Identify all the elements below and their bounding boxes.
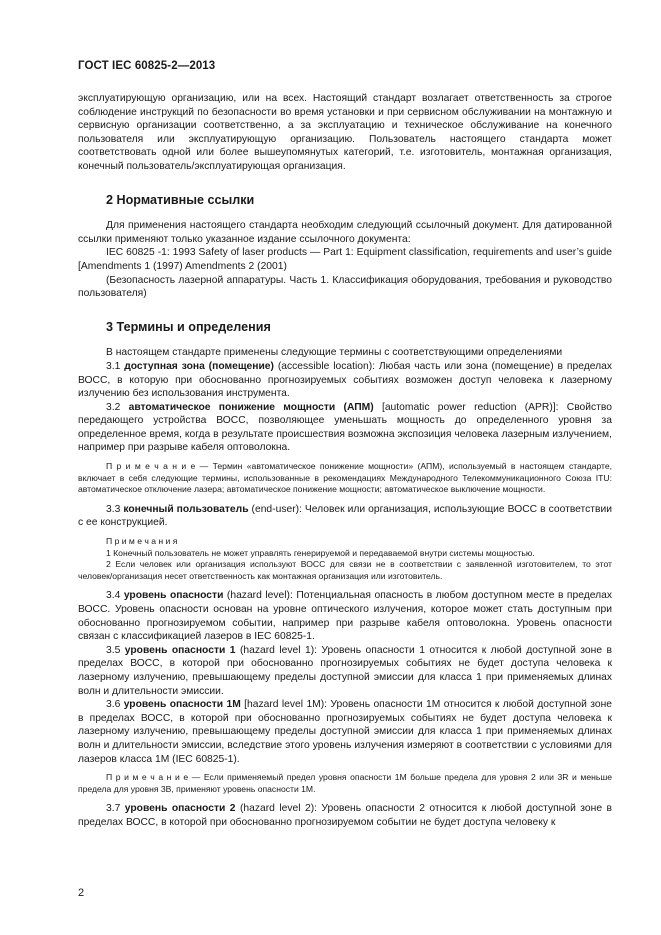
section-2-title: 2 Нормативные ссылки: [106, 192, 255, 207]
term-3-3: [78, 503, 612, 530]
term-definition: (hazard level 2): Уровень опасности 2 относится к любой доступной зоне в пределах ВОСС, в которой при обоснованно прогнозируемом событии не будет доступа человеку к: [78, 803, 612, 828]
note-text: — Если применяемый предел уровня опасности 1М больше предела для уровня 2 или 3R и меньше предела для уровня 3В, применяют уровень опасности 1М.: [78, 772, 613, 794]
note-label: П р и м е ч а н и е: [106, 772, 189, 783]
page-content: [78, 92, 612, 830]
term-3-4: [78, 589, 612, 643]
term-name: доступная зона (помещение): [124, 360, 274, 372]
note-text: — Термин «автоматическое понижение мощности» (АПМ), используемый в настоящем стандарте, включает в себя следующие термины, использованные в рекомендациях Международного Телекоммуникационного Союза ITU: автоматическое отключение лазера; автоматическое понижение мощности; автоматическое выключение мощности.: [78, 461, 613, 495]
section-3-title: 3 Термины и определения: [106, 319, 271, 334]
term-number: 3.2: [106, 401, 129, 413]
page-number: 2: [78, 887, 85, 899]
term-3-1: [78, 360, 612, 401]
notes-3-3-item-1: 1 Конечный пользователь не может управлять генерируемой и передаваемой внутри системы мощностью.: [106, 547, 535, 558]
term-3-7: [78, 802, 612, 829]
term-definition: (accessible location): Любая часть или зона (помещение) в пределах ВОСС, в которую при обоснованно прогнозируемых событиях возможен доступ человека к лазерному излучению без использования инструмента.: [78, 360, 612, 400]
s2-paragraph-1: Для применения настоящего стандарта необходим следующий ссылочный документ. Для датированной ссылки применяют только указанное издание ссылочного документа:: [78, 220, 612, 245]
term-number: 3.7: [106, 803, 125, 815]
term-number: 3.6: [106, 699, 124, 711]
term-name: уровень опасности: [123, 590, 224, 602]
term-name: автоматическое понижение мощности (АПМ): [128, 401, 374, 413]
term-name: уровень опасности 1: [124, 644, 236, 656]
term-definition: (end-user): Человек или организация, использующие ВОСС в соответствии с ее конструкцией.: [78, 503, 612, 529]
term-number: 3.1: [106, 360, 125, 372]
term-number: 3.5: [106, 644, 125, 656]
term-name: уровень опасности 1М: [123, 699, 241, 711]
term-definition: (hazard level): Потенциальная опасность в любом доступном месте в пределах ВОСС. Уровень опасности основан на уровне оптического излучения, которое может стать доступным при обоснованно прогнозируемом событии, например при разрыве кабеля оптоволокна. Уровень опасности связан с классификацией лазеров в IEC 60825-1.: [78, 590, 612, 643]
s2-reference: IEC 60825 -1: 1993 Safety of laser products — Part 1: Equipment classification, requirements and user’s guide [Amendments 1 (1997) Amendments 2 (2001): [78, 247, 612, 272]
notes-3-3-item-2: 2 Если человек или организация используют ВОСС для связи не в соответствии с заявленной изготовителем, то этот человек/организация несет ответственность как монтажная организация или изготовитель.: [78, 559, 612, 581]
s3-intro: В настоящем стандарте применены следующие термины с соответствующими определениями: [106, 347, 563, 359]
note-3-6: [78, 772, 612, 795]
term-name: уровень опасности 2: [124, 803, 236, 815]
term-number: 3.3: [106, 503, 124, 515]
running-header: ГОСТ IEC 60825-2—2013: [78, 60, 216, 72]
note-3-2: [78, 461, 612, 496]
term-3-6: [78, 698, 612, 766]
term-number: 3.4: [106, 590, 124, 602]
term-name: конечный пользователь: [123, 503, 249, 515]
term-definition: [hazard level 1M): Уровень опасности 1М относится к любой доступной зоне в пределах ВОСС, в которой при обоснованно прогнозируемых событиях не будет доступа человека к лазерному излучению, превышающему пределы доступной эмиссии для класса 1 при применяемых длинах волн и длительности эмиссии, вследствие этого уровень излучения измеряют в соответствии с условиями для лазеров класса 1М (IEC 60825-1).: [78, 699, 612, 765]
note-label: П р и м е ч а н и е: [106, 461, 196, 472]
s2-reference-translation: (Безопасность лазерной аппаратуры. Часть 1. Классификация оборудования, требования и руководство пользователя): [78, 274, 612, 300]
intro-paragraph: эксплуатирующую организацию, или на всех. Настоящий стандарт возлагает ответственность за строгое соблюдение инструкций по безопасности во время установки и при сервисном обслуживании на монтажную и сервисную организации соответственно, а за эксплуатацию и техническое обслуживание на конечного пользователя или эксплуатирующую организацию. Пользователь настоящего стандарта может соответствовать одной или более вышеупомянутых категорий, т.е. изготовитель, монтажная организация, конечный пользователь/эксплуатирующая организация.: [78, 93, 612, 172]
notes-3-3-label: П р и м е ч а н и я: [106, 536, 178, 547]
term-definition: (hazard level 1): Уровень опасности 1 относится к любой доступной зоне в пределах ВОСС, в которой при обоснованно прогнозируемых событиях не будет доступа человека к лазерному излучению, превышающему пределы доступной эмиссии для класса 1 при применяемых длинах волн и длительности эмиссии.: [78, 644, 612, 697]
term-definition: [automatic power reduction (APR)]: Свойство передающего устройства ВОСС, позволяющее уменьшать мощность до определенного уровня за определенное время, когда в результате происшествия возможна экспозиция человека лазерным излучением, например при разрыве кабеля оптоволокна.: [78, 401, 612, 454]
term-3-5: [78, 644, 612, 698]
term-3-2: [78, 401, 612, 455]
